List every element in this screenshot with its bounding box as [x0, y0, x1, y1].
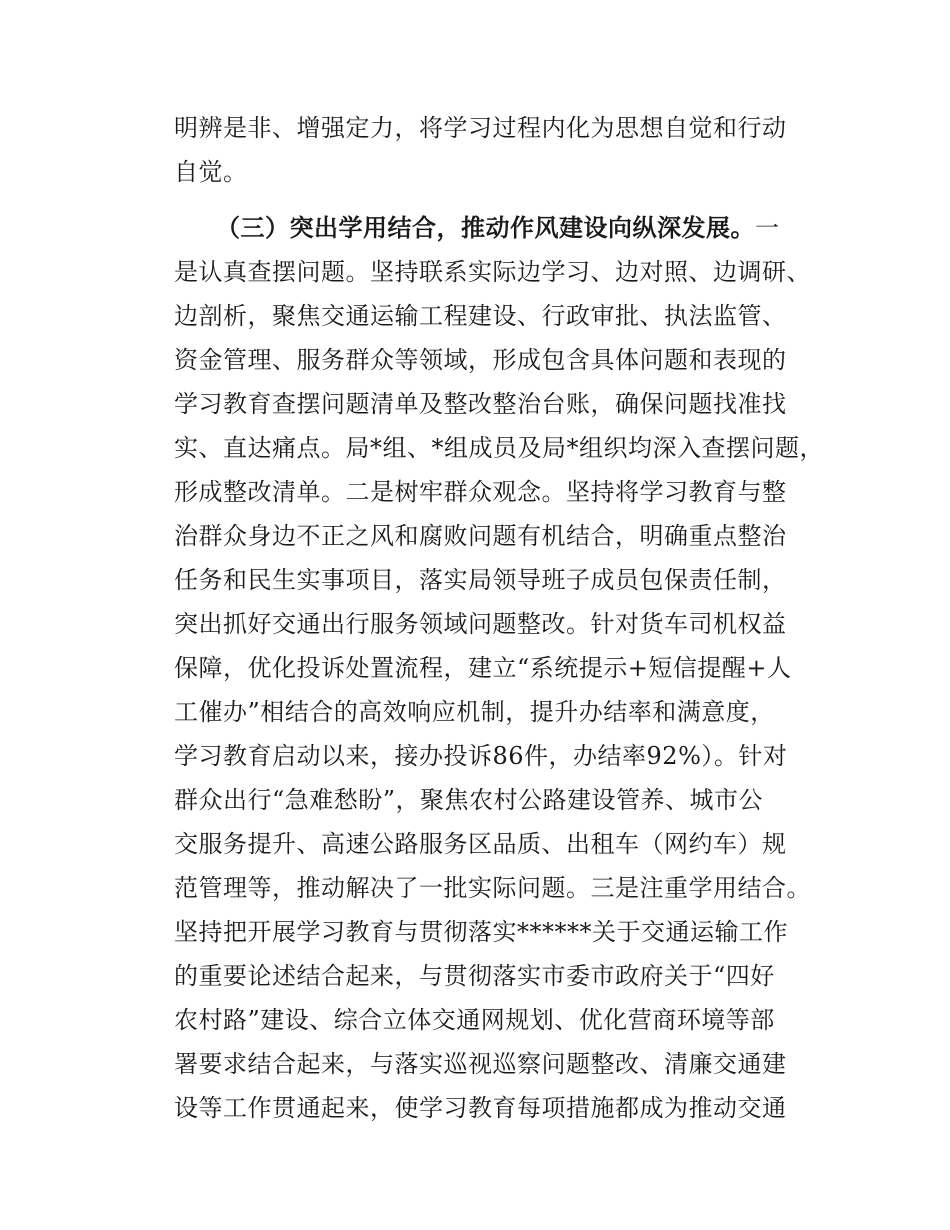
- section-heading: （三）突出学用结合，推动作风建设向纵深发展。: [216, 214, 755, 242]
- paragraph-line-16: 群众出行“急难愁盼”，聚焦农村公路建设管养、城市公: [174, 786, 764, 814]
- paragraph-line-23: 设等工作贯通起来，使学习教育每项措施都成为推动交通: [174, 1094, 787, 1122]
- paragraph-line-6: 资金管理、服务群众等领域，形成包含具体问题和表现的: [174, 346, 787, 374]
- paragraph-line-19: 坚持把开展学习教育与贯彻落实******关于交通运输工作: [174, 918, 788, 946]
- paragraph-line-13: 保障，优化投诉处置流程，建立“系统提示+短信提醒+人: [174, 654, 792, 682]
- paragraph-line-18: 范管理等，推动解决了一批实际问题。三是注重学用结合。: [174, 874, 811, 902]
- paragraph-line-22: 署要求结合起来，与落实巡视巡察问题整改、清廉交通建: [174, 1050, 787, 1078]
- paragraph-line-20: 的重要论述结合起来，与贯彻落实市委市政府关于“四好: [174, 962, 775, 990]
- paragraph-line-17: 交服务提升、高速公路服务区品质、出租车（网约车）规: [174, 830, 787, 858]
- paragraph-line-21: 农村路”建设、综合立体交通网规划、优化营商环境等部: [174, 1006, 775, 1034]
- paragraph-line-4: 是认真查摆问题。坚持联系实际边学习、边对照、边调研、: [174, 258, 811, 286]
- paragraph-line-11: 任务和民生实事项目，落实局领导班子成员包保责任制，: [174, 566, 787, 594]
- paragraph-line-7: 学习教育查摆问题清单及整改整治台账，确保问题找准找: [174, 390, 787, 418]
- heading-line-tail: 一: [755, 214, 780, 242]
- paragraph-line-14: 工催办”相结合的高效响应机制，提升办结率和满意度，: [174, 698, 775, 726]
- paragraph-line-2: 自觉。: [174, 158, 248, 186]
- paragraph-line-9: 形成整改清单。二是树牢群众观念。坚持将学习教育与整: [174, 478, 787, 506]
- paragraph-line-1: 明辨是非、增强定力，将学习过程内化为思想自觉和行动: [174, 114, 787, 142]
- paragraph-line-12: 突出抓好交通出行服务领域问题整改。针对货车司机权益: [174, 610, 787, 638]
- section-heading-line: [216, 212, 780, 244]
- paragraph-line-8: 实、直达痛点。局*组、*组成员及局*组织均深入查摆问题，: [174, 434, 824, 462]
- paragraph-line-15: 学习教育启动以来，接办投诉86件，办结率92%）。针对: [174, 742, 788, 770]
- paragraph-line-10: 治群众身边不正之风和腐败问题有机结合，明确重点整治: [174, 522, 787, 550]
- paragraph-line-5: 边剖析，聚焦交通运输工程建设、行政审批、执法监管、: [174, 302, 787, 330]
